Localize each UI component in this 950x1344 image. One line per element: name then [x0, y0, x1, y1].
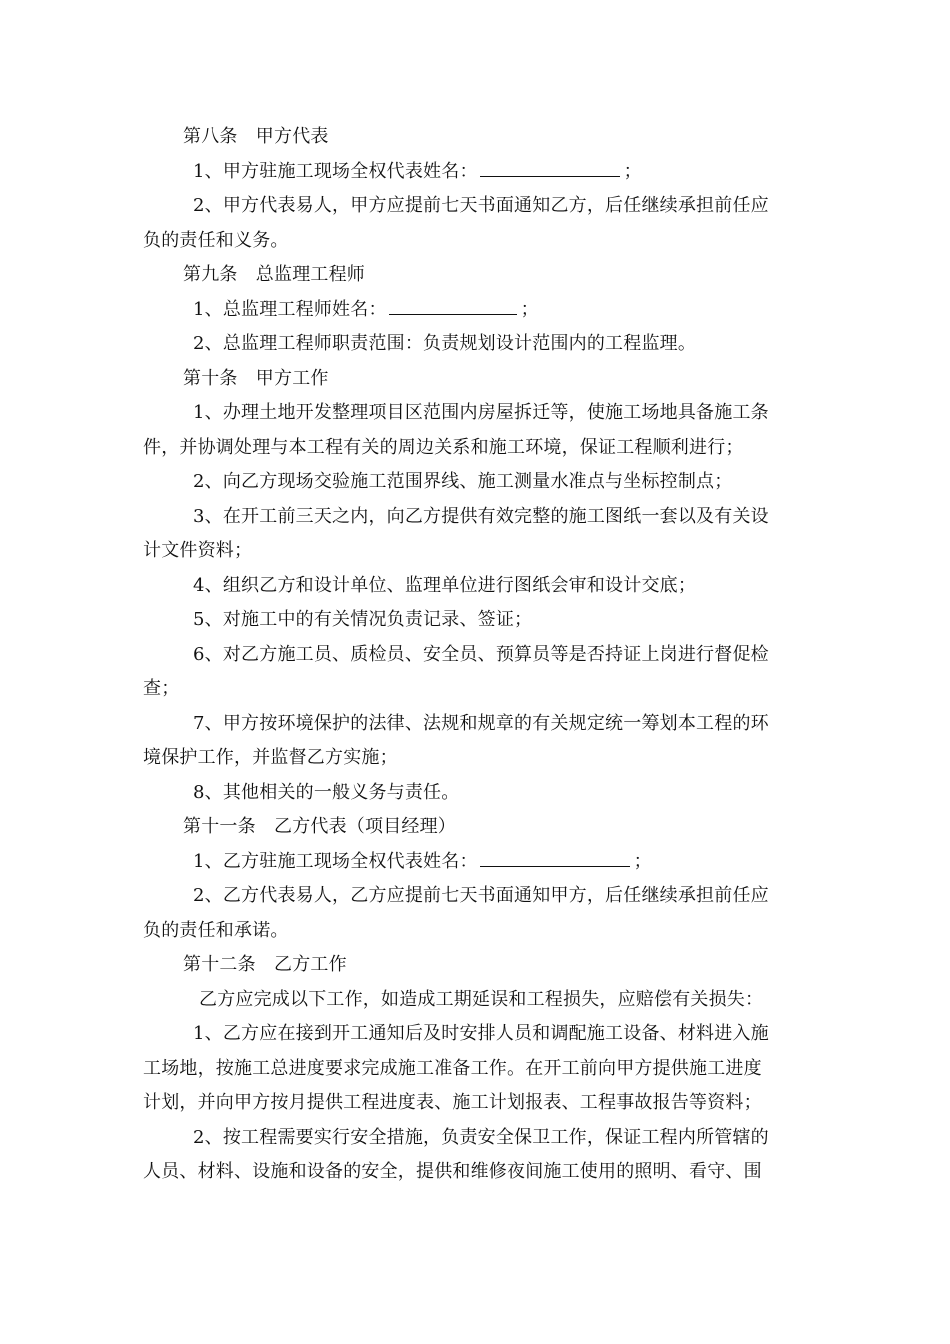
article-12-item-1: 1、乙方应在接到开工通知后及时安排人员和调配施工设备、材料进入施 — [193, 1023, 769, 1044]
article-9-heading: 第九条 总监理工程师 — [183, 264, 365, 285]
article-12-heading: 第十二条 乙方工作 — [183, 954, 347, 975]
name-blank-line — [480, 156, 620, 177]
article-11-item-1-text: 1、乙方驻施工现场全权代表姓名： — [193, 850, 478, 872]
name-blank-line — [389, 294, 517, 315]
article-12-item-1-cont-2: 计划，并向甲方按月提供工程进度表、施工计划报表、工程事故报告等资料； — [143, 1092, 762, 1113]
article-10-heading: 第十条 甲方工作 — [183, 367, 329, 389]
article-10-item-8: 8、其他相关的一般义务与责任。 — [193, 781, 460, 803]
article-10-item-7-cont: 境保护工作，并监督乙方实施； — [143, 747, 398, 768]
article-11-item-2: 2、乙方代表易人，乙方应提前七天书面通知甲方，后任继续承担前任应 — [193, 885, 769, 906]
article-10-item-2: 2、向乙方现场交验施工范围界线、施工测量水准点与坐标控制点； — [193, 471, 733, 492]
article-12-intro: 乙方应完成以下工作，如造成工期延误和工程损失，应赔偿有关损失： — [199, 988, 764, 1010]
document-body — [143, 120, 805, 1190]
article-10-item-7: 7、甲方按环境保护的法律、法规和规章的有关规定统一筹划本工程的环 — [193, 712, 769, 734]
article-10-item-6-cont: 查； — [143, 678, 180, 699]
article-9-item-1-end: ； — [520, 298, 539, 320]
article-12-item-2-cont: 人员、材料、设施和设备的安全，提供和维修夜间施工使用的照明、看守、围 — [143, 1161, 762, 1182]
article-8-item-1-end: ； — [623, 160, 642, 182]
article-10-item-3-cont: 计文件资料； — [143, 540, 253, 561]
article-8-heading: 第八条 甲方代表 — [183, 126, 329, 147]
article-9-item-2: 2、总监理工程师职责范围：负责规划设计范围内的工程监理。 — [193, 333, 697, 354]
article-10-item-1-cont: 件，并协调处理与本工程有关的周边关系和施工环境，保证工程顺利进行； — [143, 436, 744, 458]
article-11-item-1-end: ； — [633, 850, 652, 872]
article-10-item-4: 4、组织乙方和设计单位、监理单位进行图纸会审和设计交底； — [193, 574, 697, 596]
article-12-item-2: 2、按工程需要实行安全措施，负责安全保卫工作，保证工程内所管辖的 — [193, 1126, 769, 1148]
article-10-item-1: 1、办理土地开发整理项目区范围内房屋拆迁等，使施工场地具备施工条 — [193, 402, 769, 423]
article-12-item-1-cont-1: 工场地，按施工总进度要求完成施工准备工作。在开工前向甲方提供施工进度 — [143, 1057, 762, 1079]
name-blank-line — [480, 846, 630, 867]
article-10-item-5: 5、对施工中的有关情况负责记录、签证； — [193, 609, 533, 630]
article-11-item-1 — [143, 845, 805, 880]
article-9-item-1-text: 1、总监理工程师姓名： — [193, 298, 387, 320]
article-10-item-3: 3、在开工前三天之内，向乙方提供有效完整的施工图纸一套以及有关设 — [193, 505, 769, 527]
article-11-item-2-cont: 负的责任和承诺。 — [143, 919, 289, 941]
article-10-item-6: 6、对乙方施工员、质检员、安全员、预算员等是否持证上岗进行督促检 — [193, 643, 769, 665]
article-9-item-1 — [143, 293, 805, 328]
article-8-item-1-text: 1、甲方驻施工现场全权代表姓名： — [193, 160, 478, 182]
article-8-item-1 — [143, 155, 805, 190]
article-11-heading: 第十一条 乙方代表（项目经理） — [183, 816, 456, 837]
article-8-item-2: 2、甲方代表易人，甲方应提前七天书面通知乙方，后任继续承担前任应 — [193, 195, 769, 216]
article-8-item-2-cont: 负的责任和义务。 — [143, 229, 289, 251]
